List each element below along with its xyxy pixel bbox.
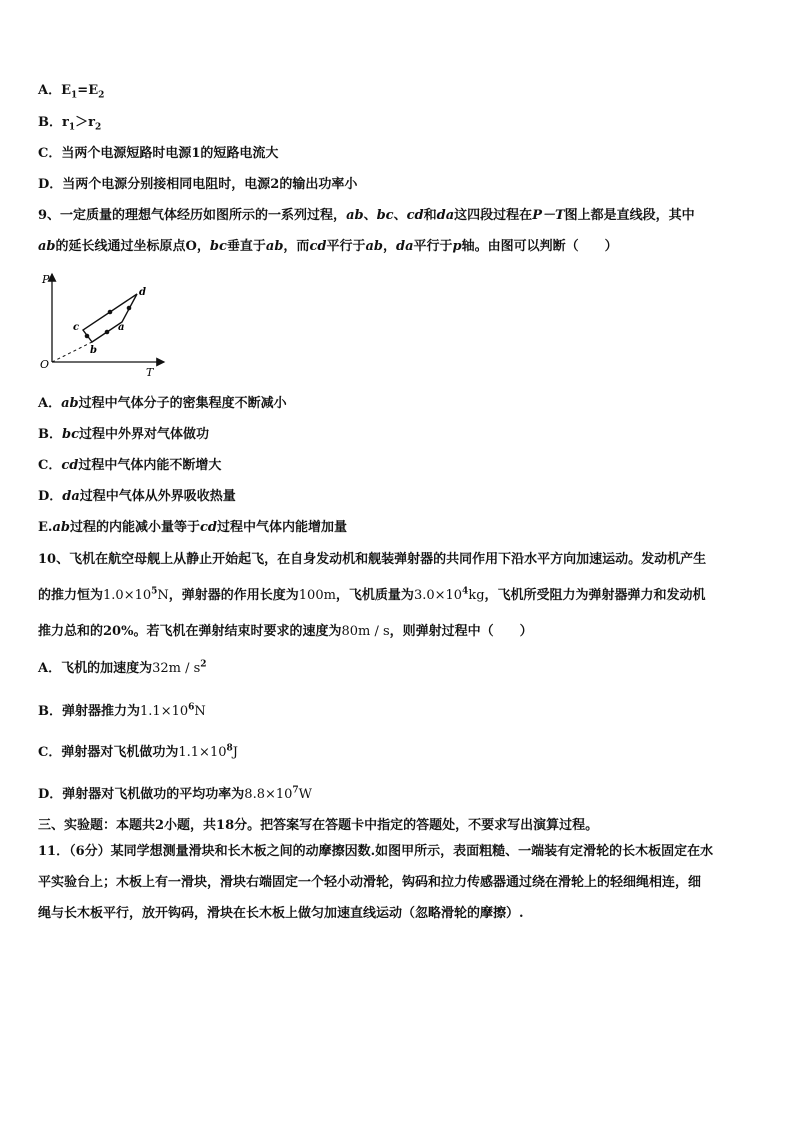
arrow-ab [105, 330, 110, 335]
label-o: O [40, 358, 50, 371]
pt-diagram [36, 268, 176, 380]
label-c: c [73, 322, 80, 333]
ab-extension-dashed [52, 342, 92, 362]
q11-stem-line1: 11．（6分）某同学想测量滑块和长木板之间的动摩擦因数.如图甲所示，表面粗糙、一端装有定滑轮的长木板固定在水 [38, 844, 714, 859]
q10-stem-line2: 的推力恒为$1.0\times 10^5N$，弹射器的作用长度为100m，飞机质量为$3.0\times 10^4kg$，飞机所受阻力为弹射器弹力和发动机 [38, 586, 706, 603]
process-cycle [83, 294, 137, 342]
q8-option-d: D．当两个电源分别接相同电阻时，电源2的输出功率小 [38, 177, 358, 192]
q9-option-a: A．ab过程中气体分子的密集程度不断减小 [38, 396, 287, 411]
label-t: T [146, 366, 154, 379]
arrow-da [127, 306, 132, 311]
q9-option-b: B．bc过程中外界对气体做功 [38, 427, 210, 442]
q10-stem-line3: 推力总和的20%。若飞机在弹射结束时要求的速度为80m / s，则弹射过程中（ ） [38, 624, 533, 639]
q8-option-a: A．$E_1=E_2$ [38, 83, 105, 101]
q8-option-b: B．$r_1>r_2$ [38, 115, 102, 133]
q10-option-c: C．弹射器对飞机做功为$1.1\times 10^8J$ [38, 743, 238, 760]
q11-stem-line2: 平实验台上；木板上有一滑块，滑块右端固定一个轻小动滑轮，钩码和拉力传感器通过绕在滑轮上的轻细绳相连，细 [38, 875, 702, 890]
q9-option-c: C．cd过程中气体内能不断增大 [38, 458, 222, 473]
label-b: b [90, 345, 97, 356]
q9-option-d: D．da过程中气体从外界吸收热量 [38, 489, 236, 504]
q9-stem-line1: 9、一定质量的理想气体经历如图所示的一系列过程，ab、bc、cd和da这四段过程在P－T图上都是直线段，其中 [38, 208, 695, 223]
q9-option-e: E.ab过程的内能减小量等于cd过程中气体内能增加量 [38, 520, 347, 535]
section-3-heading: 三、实验题：本题共2小题，共18分。把答案写在答题卡中指定的答题处，不要求写出演算过程。 [38, 818, 599, 833]
q10-stem-line1: 10、飞机在航空母舰上从静止开始起飞，在自身发动机和舰装弹射器的共同作用下沿水平方向加速运动。发动机产生 [38, 552, 707, 567]
arrow-cd [108, 310, 113, 315]
q9-stem-line2: ab的延长线通过坐标原点O，bc垂直于ab，而cd平行于ab，da平行于p轴。由图可以判断（ ） [38, 239, 618, 254]
q10-option-a: A．飞机的加速度为$32m / s^2$ [38, 659, 207, 676]
arrow-bc [85, 334, 90, 339]
q11-stem-line3: 绳与长木板平行，放开钩码，滑块在长木板上做匀加速直线运动（忽略滑轮的摩擦）. [38, 906, 524, 921]
label-p: P [42, 273, 50, 286]
label-d: d [139, 287, 146, 298]
q10-option-d: D．弹射器对飞机做功的平均功率为$8.8\times 10^7W$ [38, 785, 313, 802]
label-a: a [118, 322, 125, 333]
q10-option-b: B．弹射器推力为$1.1\times 10^6N$ [38, 702, 206, 719]
q8-option-c: C．当两个电源短路时电源1的短路电流大 [38, 146, 279, 161]
